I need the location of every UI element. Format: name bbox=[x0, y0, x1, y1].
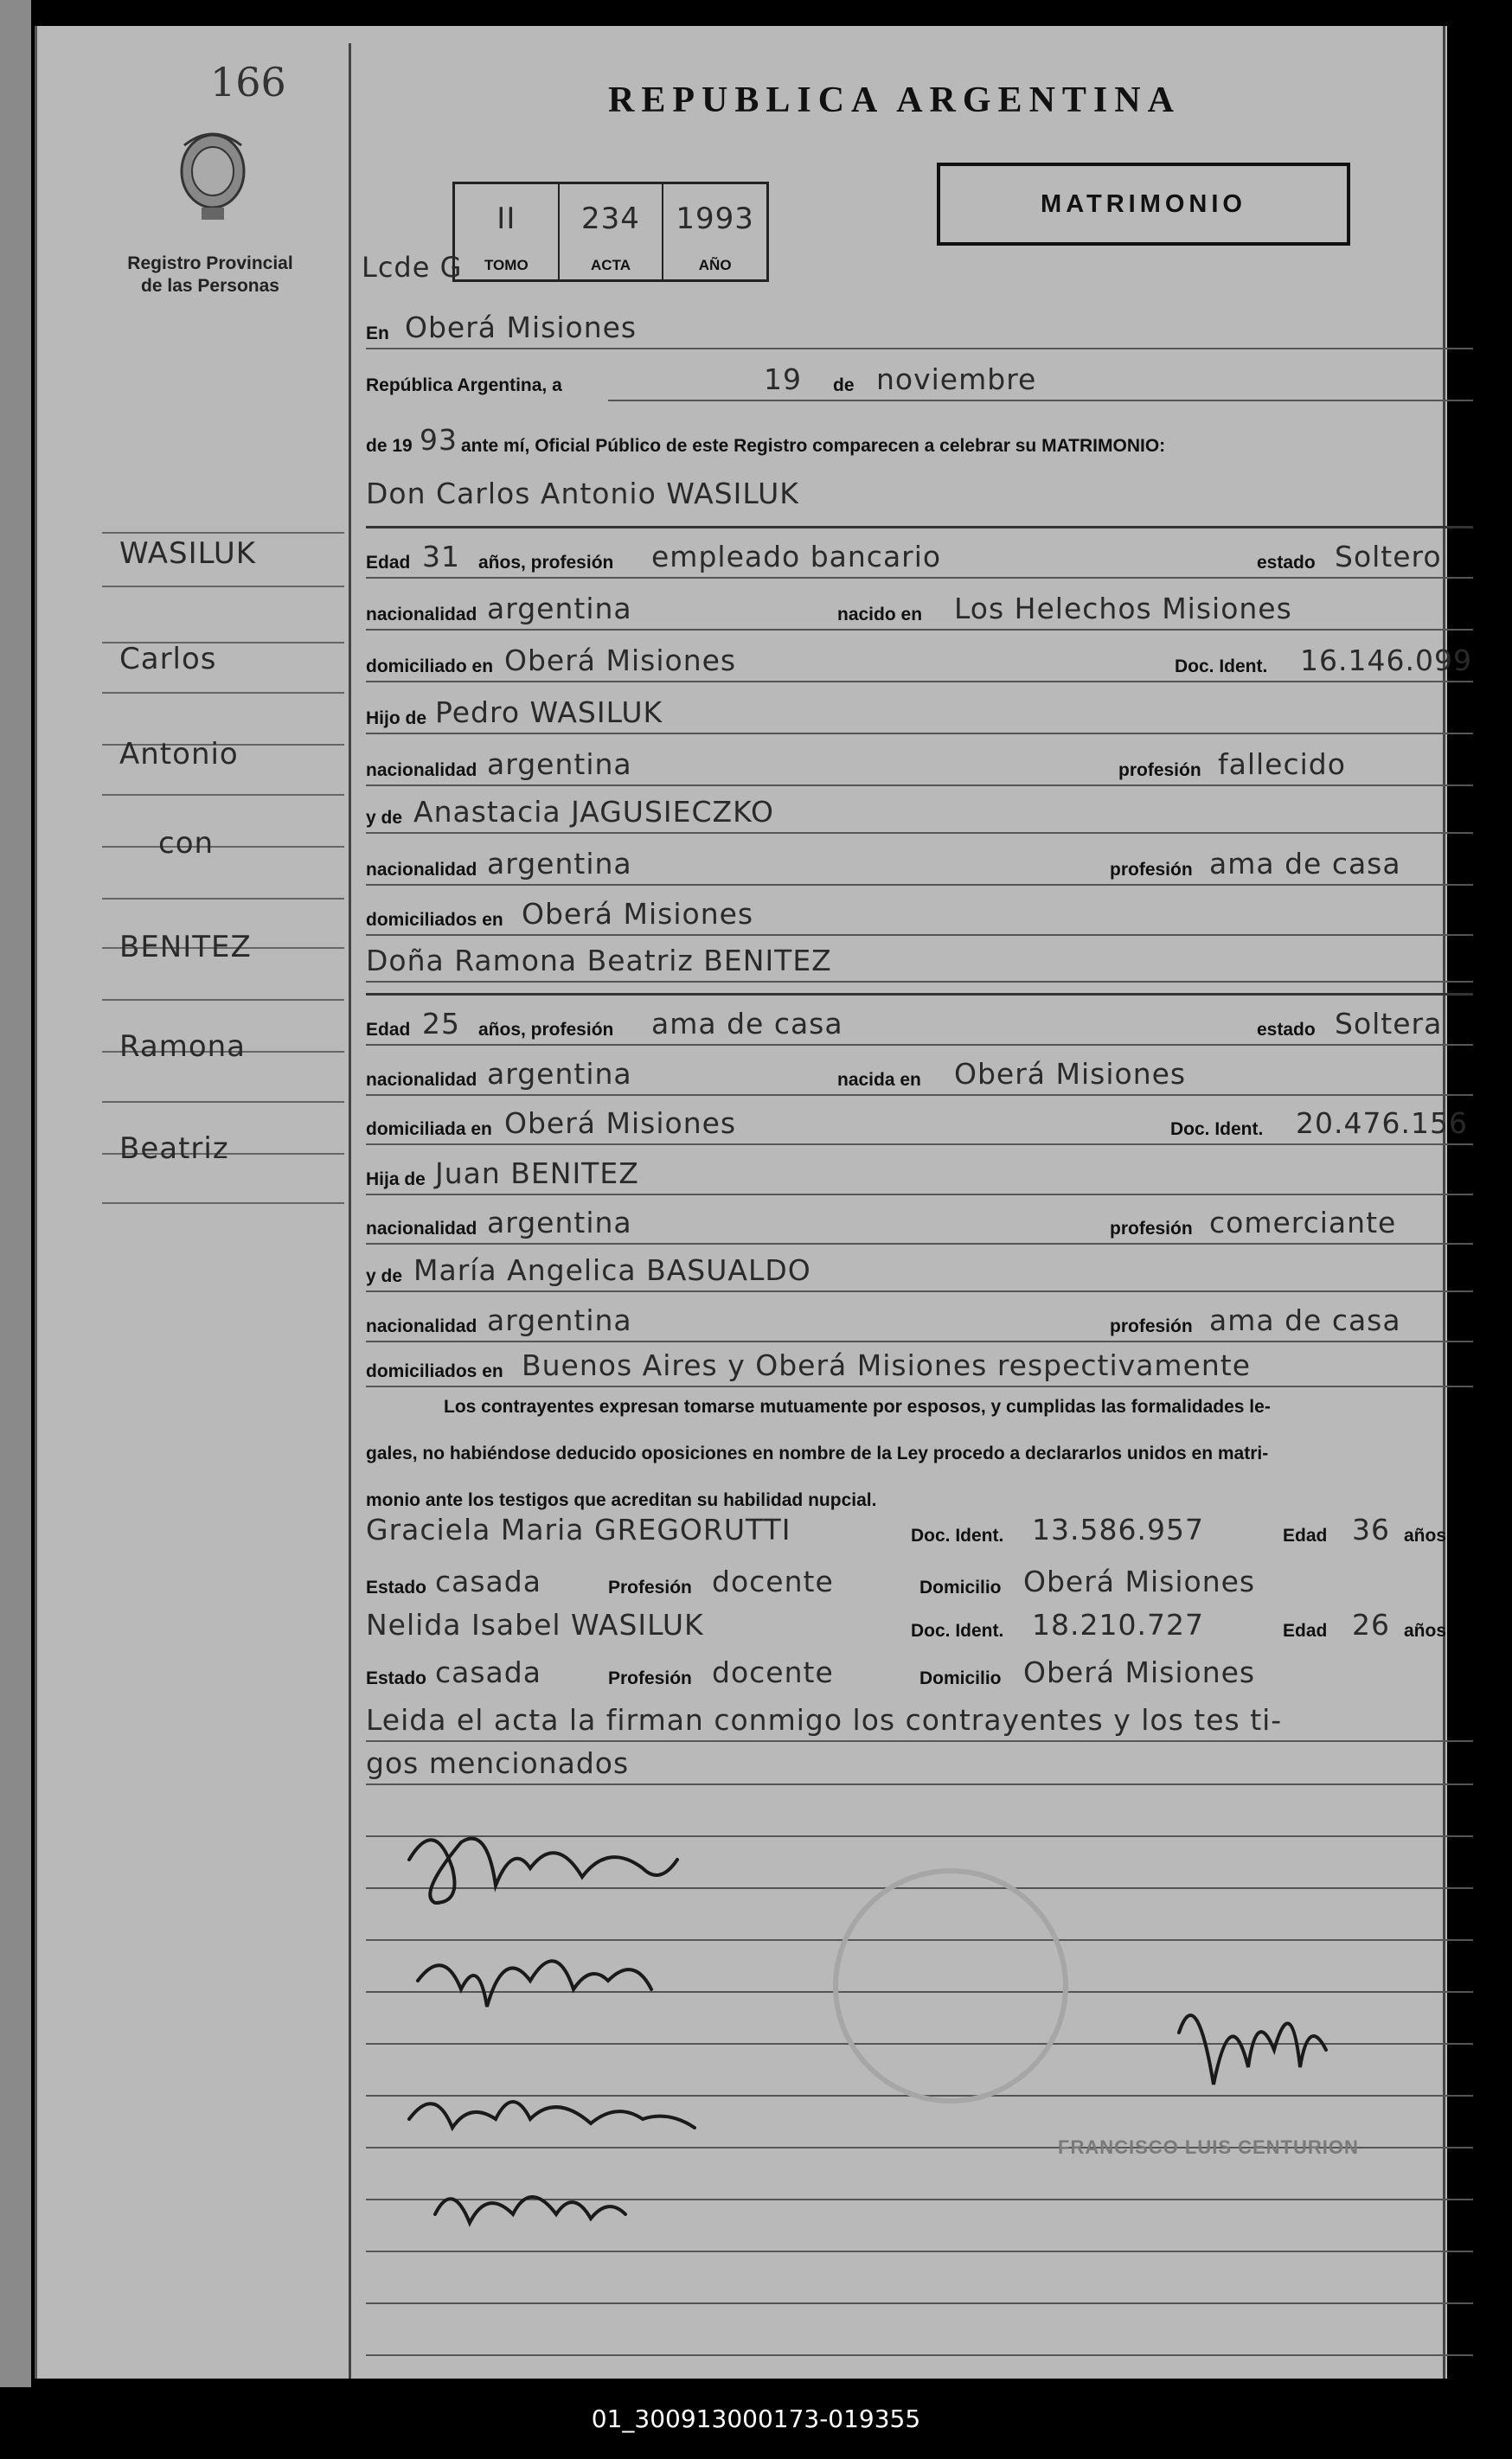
bride-father-profession: comerciante bbox=[1209, 1206, 1397, 1239]
margin-name-3: Ramona bbox=[119, 1029, 247, 1064]
rule bbox=[366, 981, 1473, 983]
groom-age-row bbox=[366, 541, 1473, 586]
bride-domicile-row bbox=[366, 1107, 1473, 1152]
rule bbox=[366, 2354, 1473, 2356]
margin-rule bbox=[102, 532, 344, 534]
rule bbox=[366, 681, 1473, 682]
groom-father-nationality: argentina bbox=[487, 747, 632, 781]
groom-nationality-row bbox=[366, 592, 1473, 637]
rule bbox=[366, 629, 1473, 631]
rule bbox=[366, 832, 1473, 834]
groom-mother-nationality: argentina bbox=[487, 847, 632, 881]
groom-full-name: Don Carlos Antonio WASILUK bbox=[366, 477, 799, 510]
rule bbox=[366, 1194, 1473, 1195]
groom-age: 31 bbox=[422, 540, 460, 573]
page-number: 166 bbox=[210, 59, 286, 106]
witness2-name: Nelida Isabel WASILUK bbox=[366, 1608, 704, 1642]
bride-father-nat-row bbox=[366, 1207, 1473, 1252]
rule bbox=[366, 1143, 1473, 1145]
rule bbox=[608, 400, 1473, 401]
profesion-label: Profesión bbox=[608, 1668, 692, 1688]
nacionalidad-label: nacionalidad bbox=[366, 860, 477, 880]
margin-surname-bride: BENITEZ bbox=[119, 930, 252, 964]
groom-mother-profession: ama de casa bbox=[1209, 847, 1401, 881]
bride-mother-row bbox=[366, 1254, 1473, 1299]
anos-label: años bbox=[1404, 1526, 1447, 1546]
rule bbox=[366, 934, 1473, 936]
bride-nationality: argentina bbox=[487, 1057, 632, 1091]
bride-name-row bbox=[366, 945, 1473, 989]
tomo-acta-ano-box bbox=[452, 182, 769, 282]
witness2-status: casada bbox=[435, 1655, 541, 1689]
page-title: REPUBLICA ARGENTINA bbox=[608, 80, 1181, 120]
ano-value: 1993 bbox=[676, 202, 754, 236]
tomo-label: TOMO bbox=[484, 257, 529, 273]
rule bbox=[366, 1341, 1473, 1342]
domiciliados-label: domiciliados en bbox=[366, 910, 503, 930]
intro-day: 19 bbox=[764, 362, 802, 396]
margin-name-1: Carlos bbox=[119, 642, 217, 676]
margin-rule bbox=[102, 846, 344, 848]
rule bbox=[366, 1740, 1473, 1742]
bride-father-nationality: argentina bbox=[487, 1206, 632, 1239]
margin-name-4: Beatriz bbox=[119, 1131, 229, 1166]
domiciliados-label: domiciliados en bbox=[366, 1361, 503, 1381]
groom-mother-nat-row bbox=[366, 848, 1473, 893]
profesion-label: profesión bbox=[1110, 1316, 1193, 1336]
margin-rule bbox=[102, 999, 344, 1001]
groom-father-nat-row bbox=[366, 748, 1473, 793]
bride-mother-profession: ama de casa bbox=[1209, 1303, 1401, 1337]
witness1-domicile: Oberá Misiones bbox=[1023, 1565, 1256, 1598]
bride-nationality-row bbox=[366, 1058, 1473, 1103]
profesion-label: profesión bbox=[1110, 860, 1193, 880]
groom-domicile: Oberá Misiones bbox=[504, 644, 737, 677]
nacionalidad-label: nacionalidad bbox=[366, 1316, 477, 1336]
profesion-label: años, profesión bbox=[478, 1020, 614, 1040]
groom-parents-domicile: Oberá Misiones bbox=[522, 897, 754, 931]
intro-year-row bbox=[366, 424, 1473, 469]
edad-label: Edad bbox=[1283, 1526, 1328, 1546]
witness2-details-row bbox=[366, 1656, 1473, 1701]
closing-line2 bbox=[366, 1747, 1473, 1792]
bride-age-row bbox=[366, 1008, 1473, 1053]
witness1-age: 36 bbox=[1352, 1513, 1390, 1546]
doc-label: Doc. Ident. bbox=[1170, 1119, 1264, 1139]
formal-text-line2: gales, no habiéndose deducido oposiciones en nombre de la Ley procedo a declararlos unidos en matri- bbox=[366, 1444, 1269, 1463]
intro-month: noviembre bbox=[876, 362, 1037, 396]
groom-domicile-row bbox=[366, 644, 1473, 689]
doc-label: Doc. Ident. bbox=[911, 1526, 1004, 1546]
rule bbox=[366, 784, 1473, 786]
signatures bbox=[383, 1808, 1421, 2257]
nacionalidad-label: nacionalidad bbox=[366, 1219, 477, 1239]
hijo-label: Hijo de bbox=[366, 708, 427, 728]
rule bbox=[366, 1044, 1473, 1046]
file-id-footer: 01_300913000173-019355 bbox=[591, 2405, 921, 2433]
margin-rule bbox=[102, 794, 344, 796]
register-page bbox=[35, 26, 1472, 2379]
hija-label: Hija de bbox=[366, 1169, 426, 1189]
signature-bride bbox=[418, 1961, 651, 2007]
rule bbox=[366, 1290, 1473, 1292]
intro-date-row bbox=[366, 363, 1473, 408]
closing-line1 bbox=[366, 1704, 1473, 1749]
nacionalidad-label: nacionalidad bbox=[366, 760, 477, 780]
bride-birthplace: Oberá Misiones bbox=[954, 1057, 1187, 1091]
witness2-row bbox=[366, 1609, 1473, 1654]
groom-name-row bbox=[366, 477, 1473, 522]
intro-place: Oberá Misiones bbox=[405, 311, 637, 344]
formal-text-line1: Los contrayentes expresan tomarse mutuamente por esposos, y cumplidas las formalidades le- bbox=[444, 1397, 1271, 1417]
bride-status: Soltera bbox=[1335, 1007, 1443, 1041]
signature-witness2 bbox=[435, 2197, 625, 2223]
bride-full-name: Doña Ramona Beatriz BENITEZ bbox=[366, 944, 832, 977]
closing-text-2: gos mencionados bbox=[366, 1746, 630, 1780]
margin-rule bbox=[102, 692, 344, 694]
estado-label: estado bbox=[1257, 553, 1316, 573]
nacida-label: nacida en bbox=[837, 1070, 921, 1090]
doc-label: Doc. Ident. bbox=[911, 1621, 1004, 1641]
edad-label: Edad bbox=[366, 1020, 411, 1040]
witness1-row bbox=[366, 1514, 1473, 1559]
section-rule bbox=[366, 526, 1473, 528]
estado-label: Estado bbox=[366, 1668, 427, 1688]
bride-age: 25 bbox=[422, 1007, 460, 1041]
rule bbox=[366, 733, 1473, 734]
rule bbox=[366, 348, 1473, 349]
margin-con: con bbox=[158, 826, 215, 861]
witness1-details-row bbox=[366, 1566, 1473, 1611]
ano-cell bbox=[663, 184, 766, 279]
de-label: de bbox=[833, 375, 855, 395]
year-prefix: de 19 bbox=[366, 436, 413, 456]
witness1-name: Graciela Maria GREGORUTTI bbox=[366, 1513, 791, 1546]
y-de-label: y de bbox=[366, 808, 403, 828]
groom-profession: empleado bancario bbox=[651, 540, 942, 573]
rule bbox=[366, 1094, 1473, 1096]
groom-nationality: argentina bbox=[487, 592, 632, 625]
signature-officer bbox=[1179, 2015, 1326, 2084]
formal-text-line3: monio ante los testigos que acreditan su habilidad nupcial. bbox=[366, 1490, 877, 1510]
profesion-label: años, profesión bbox=[478, 553, 614, 573]
y-de-label: y de bbox=[366, 1266, 403, 1286]
rule bbox=[366, 1783, 1473, 1785]
bride-mother-nat-row bbox=[366, 1304, 1473, 1349]
closing-text-1: Leida el acta la firman conmigo los contrayentes y los tes ti- bbox=[366, 1703, 1283, 1737]
intro-text: ante mí, Oficial Público de este Registro comparecen a celebrar su MATRIMONIO: bbox=[461, 436, 1166, 456]
witness2-age: 26 bbox=[1352, 1608, 1390, 1642]
libro-note: Lcde G bbox=[362, 251, 463, 284]
witness1-doc: 13.586.957 bbox=[1032, 1513, 1204, 1546]
margin-rule bbox=[102, 586, 344, 587]
margin-rule bbox=[102, 1202, 344, 1204]
bride-father-row bbox=[366, 1157, 1473, 1202]
domicilio-label: Domicilio bbox=[919, 1668, 1002, 1688]
signature-witness1 bbox=[409, 2102, 695, 2128]
en-label: En bbox=[366, 323, 389, 343]
margin-name-2: Antonio bbox=[119, 737, 239, 772]
stamp-text: FRANCISCO LUIS CENTURION bbox=[1058, 2136, 1359, 2158]
domiciliada-label: domiciliada en bbox=[366, 1119, 492, 1139]
groom-status: Soltero bbox=[1335, 540, 1442, 573]
bride-doc: 20.476.156 bbox=[1296, 1106, 1468, 1140]
bride-domicile: Oberá Misiones bbox=[504, 1106, 737, 1140]
acta-label: ACTA bbox=[591, 257, 631, 273]
margin-rule bbox=[102, 898, 344, 900]
groom-father-profession: fallecido bbox=[1218, 747, 1346, 781]
section-rule bbox=[366, 993, 1473, 996]
domiciliado-label: domiciliado en bbox=[366, 656, 494, 676]
margin-surname-groom: WASILUK bbox=[119, 536, 257, 571]
tomo-cell bbox=[455, 184, 560, 279]
acta-value: 234 bbox=[581, 202, 640, 236]
provincial-seal-icon bbox=[176, 128, 250, 223]
profesion-label: profesión bbox=[1118, 760, 1201, 780]
witness2-profession: docente bbox=[712, 1655, 834, 1689]
rule bbox=[366, 577, 1473, 579]
witness1-profession: docente bbox=[712, 1565, 834, 1598]
rule bbox=[366, 2302, 1473, 2304]
groom-father: Pedro WASILUK bbox=[435, 695, 663, 729]
rule bbox=[366, 1243, 1473, 1245]
signature-groom bbox=[409, 1839, 677, 1903]
rule bbox=[366, 884, 1473, 886]
left-column-divider bbox=[349, 43, 351, 2379]
estado-label: Estado bbox=[366, 1578, 427, 1598]
bride-parents-domicile: Buenos Aires y Oberá Misiones respectivamente bbox=[522, 1348, 1252, 1382]
nacido-label: nacido en bbox=[837, 605, 923, 624]
doc-label: Doc. Ident. bbox=[1175, 656, 1268, 676]
bride-mother-nationality: argentina bbox=[487, 1303, 632, 1337]
groom-mother-row bbox=[366, 796, 1473, 841]
document-type-box: MATRIMONIO bbox=[937, 163, 1350, 246]
bride-profession: ama de casa bbox=[651, 1007, 843, 1041]
groom-father-row bbox=[366, 696, 1473, 741]
acta-cell bbox=[560, 184, 664, 279]
page-binding-edge bbox=[0, 0, 31, 2387]
anos-label: años bbox=[1404, 1621, 1447, 1641]
witness2-doc: 18.210.727 bbox=[1032, 1608, 1204, 1642]
bride-mother: María Angelica BASUALDO bbox=[413, 1253, 811, 1287]
nacionalidad-label: nacionalidad bbox=[366, 1070, 477, 1090]
ruled-line bbox=[366, 2318, 1473, 2363]
groom-doc: 16.146.099 bbox=[1300, 644, 1472, 677]
registry-label: Registro Provincial de las Personas bbox=[127, 253, 293, 296]
intro-place-row bbox=[366, 311, 1473, 356]
ruled-line bbox=[366, 2266, 1473, 2311]
nacionalidad-label: nacionalidad bbox=[366, 605, 477, 624]
bride-father: Juan BENITEZ bbox=[435, 1156, 639, 1190]
witness1-status: casada bbox=[435, 1565, 541, 1598]
republica-label: República Argentina, a bbox=[366, 375, 562, 395]
edad-label: Edad bbox=[366, 553, 411, 573]
edad-label: Edad bbox=[1283, 1621, 1328, 1641]
witness2-domicile: Oberá Misiones bbox=[1023, 1655, 1256, 1689]
groom-birthplace: Los Helechos Misiones bbox=[954, 592, 1292, 625]
estado-label: estado bbox=[1257, 1020, 1316, 1040]
margin-rule bbox=[102, 1101, 344, 1103]
groom-parents-domicile-row bbox=[366, 898, 1473, 943]
tomo-value: II bbox=[497, 202, 516, 236]
domicilio-label: Domicilio bbox=[919, 1578, 1002, 1598]
profesion-label: Profesión bbox=[608, 1578, 692, 1598]
groom-mother: Anastacia JAGUSIECZKO bbox=[413, 795, 774, 829]
profesion-label: profesión bbox=[1110, 1219, 1193, 1239]
ano-label: AÑO bbox=[698, 257, 732, 273]
intro-year: 93 bbox=[420, 423, 458, 457]
